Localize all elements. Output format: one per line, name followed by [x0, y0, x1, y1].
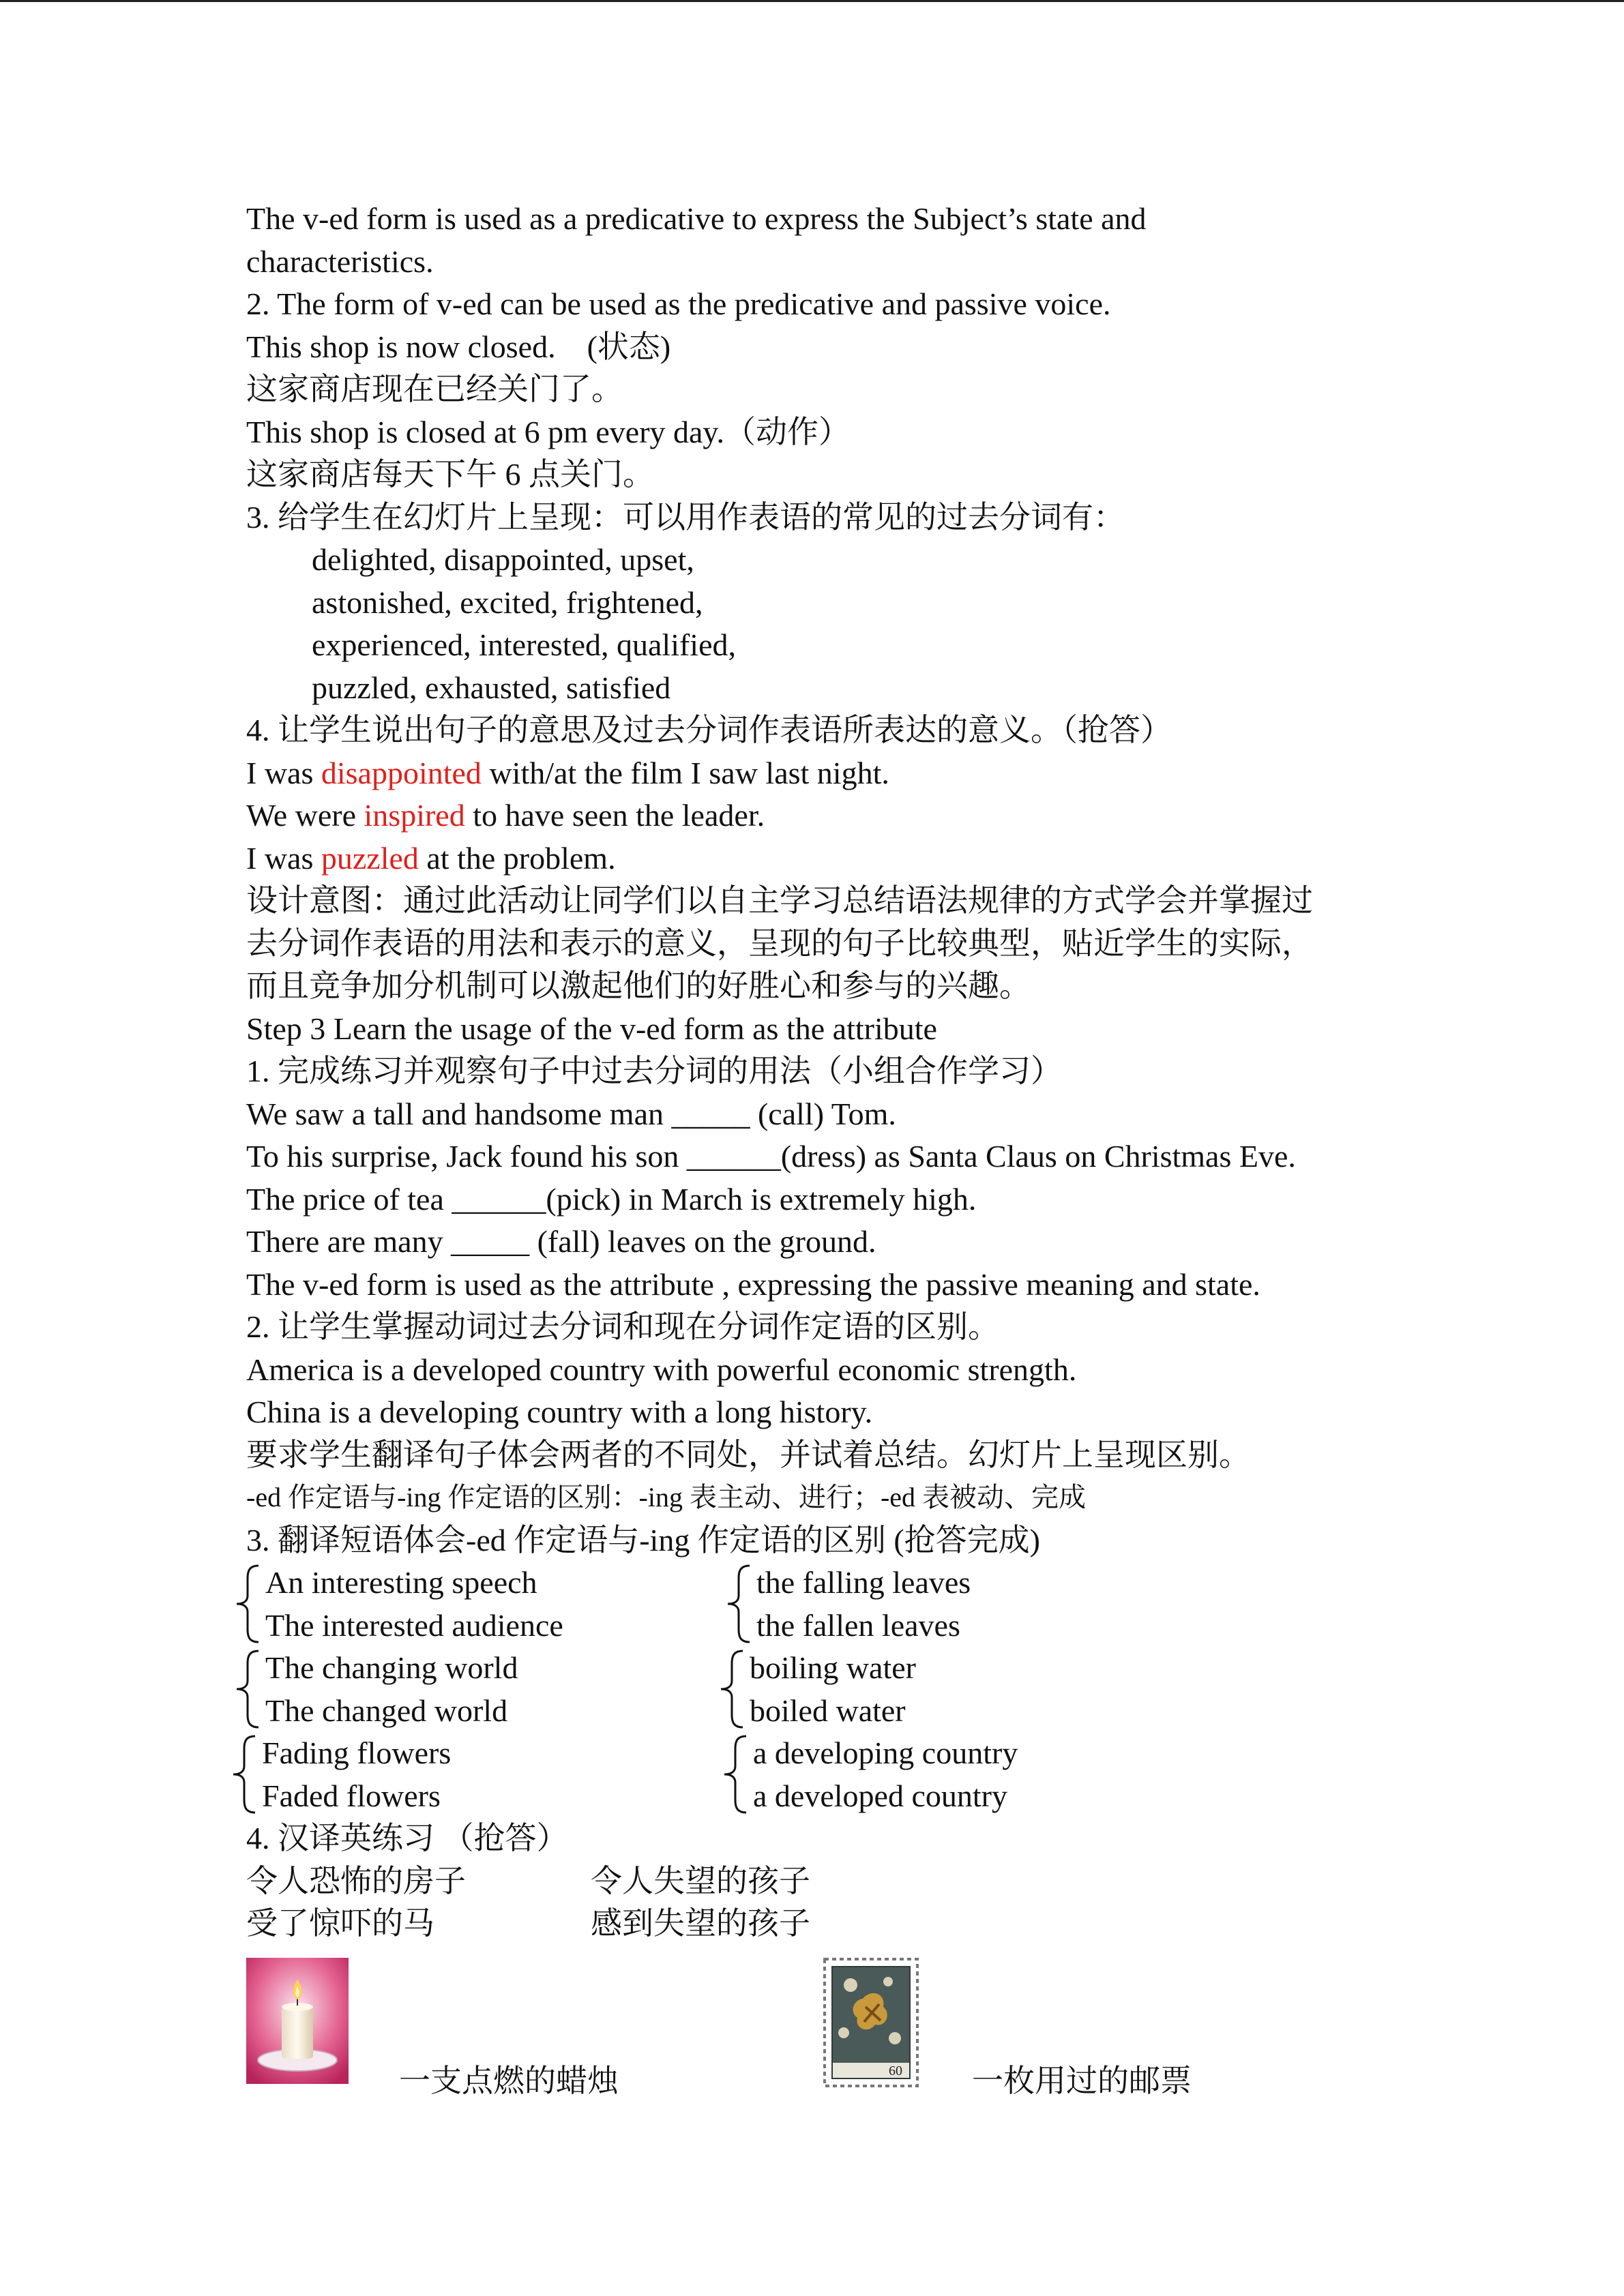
- phrase-pair: [717, 1647, 1194, 1732]
- text-line: 2. The form of v-ed can be used as the predicative and passive voice.: [246, 286, 1111, 321]
- design-intent-line: 设计意图：通过此活动让同学们以自主学习总结语法规律的方式学会并掌握过: [246, 883, 1313, 918]
- text-line: 2. 让学生掌握动词过去分词和现在分词作定语的区别。: [246, 1309, 999, 1344]
- phrase-pairs: [246, 1562, 1406, 1817]
- phrase-ing: The changing world: [265, 1650, 518, 1685]
- phrase-pair: [233, 1647, 710, 1732]
- phrase-ed: The interested audience: [265, 1607, 563, 1643]
- example-text: with/at the film I saw last night.: [481, 755, 889, 790]
- phrase-pair: [720, 1732, 1198, 1817]
- phrase-ed: The changed world: [265, 1693, 508, 1728]
- ed-ing-note: -ed 作定语与-ing 作定语的区别：-ing 表主动、进行；-ed 表被动、完成: [246, 1482, 1087, 1512]
- brace-icon: [233, 1648, 265, 1730]
- phrase-ed: the fallen leaves: [756, 1607, 960, 1643]
- text-line: 1. 完成练习并观察句子中过去分词的用法（小组合作学习）: [246, 1054, 1062, 1088]
- translate-row: [246, 1903, 1406, 1945]
- example-sentence: [246, 837, 1406, 880]
- text-line: 要求学生翻译句子体会两者的不同处，并试着总结。幻灯片上呈现区别。: [246, 1437, 1250, 1472]
- candle-picture: [246, 1958, 349, 2084]
- text-line: America is a developed country with powerful economic strength.: [246, 1352, 1077, 1387]
- text-line: characteristics.: [246, 243, 434, 279]
- stamp-caption: 一枚用过的邮票: [972, 2063, 1192, 2098]
- text-line: 这家商店每天下午 6 点关门。: [246, 457, 654, 492]
- highlighted-participle: inspired: [364, 798, 465, 833]
- translate-item: 感到失望的孩子: [591, 1906, 810, 1941]
- phrase-ing: boiling water: [750, 1650, 916, 1685]
- phrase-pair: [724, 1562, 1201, 1647]
- translate-row: [246, 1860, 1406, 1903]
- example-text: I was: [246, 755, 321, 790]
- phrase-ed: boiled water: [750, 1693, 906, 1728]
- text-line: The v-ed form is used as a predicative to express the Subject’s state and: [246, 201, 1147, 236]
- text-line: This shop is now closed. (状态): [246, 329, 671, 364]
- phrase-ed: Faded flowers: [262, 1778, 441, 1813]
- document-body: [246, 198, 1406, 2108]
- phrase-ing: the falling leaves: [756, 1565, 971, 1600]
- translate-item: 令人恐怖的房子: [246, 1863, 466, 1898]
- phrase-ing: An interesting speech: [265, 1565, 537, 1600]
- step3-3-heading: 3. 翻译短语体会-ed 作定语与-ing 作定语的区别 (抢答完成): [246, 1522, 1040, 1557]
- step4-heading: 4. 让学生说出句子的意思及过去分词作表语所表达的意义。（抢答）: [246, 713, 1172, 747]
- translate-item: 受了惊吓的马: [246, 1906, 434, 1941]
- translate-item: 令人失望的孩子: [591, 1863, 810, 1898]
- exercise-sentence: There are many _____ (fall) leaves on the ground.: [246, 1224, 876, 1259]
- phrase-pair: [233, 1562, 710, 1647]
- text-line: The v-ed form is used as the attribute , expressing the passive meaning and state.: [246, 1266, 1260, 1302]
- participle-list-line: experienced, interested, qualified,: [312, 627, 736, 662]
- participle-list-line: delighted, disappointed, upset,: [312, 542, 694, 577]
- participle-list-line: astonished, excited, frightened,: [312, 584, 703, 620]
- highlighted-participle: puzzled: [321, 840, 419, 876]
- brace-icon: [720, 1733, 753, 1815]
- phrase-ed: a developed country: [753, 1778, 1007, 1813]
- brace-icon: [717, 1648, 750, 1730]
- text-line: China is a developing country with a long history.: [246, 1395, 873, 1429]
- brace-icon: [229, 1733, 262, 1815]
- highlighted-participle: disappointed: [321, 755, 482, 790]
- participle-list-line: puzzled, exhausted, satisfied: [312, 670, 671, 705]
- example-sentence: [246, 752, 1406, 795]
- stamp-picture: [823, 1958, 919, 2087]
- text-line: This shop is closed at 6 pm every day.（动作）: [246, 414, 850, 449]
- example-text: to have seen the leader.: [464, 798, 765, 833]
- step4b-heading: 4. 汉译英练习 （抢答）: [246, 1821, 568, 1855]
- example-text: I was: [246, 840, 321, 876]
- stamp-value: 60: [889, 2063, 902, 2078]
- design-intent-line: 而且竞争加分机制可以激起他们的好胜心和参与的兴趣。: [246, 968, 1031, 1003]
- example-text: at the problem.: [418, 840, 616, 876]
- candle-caption: 一支点燃的蜡烛: [399, 2063, 619, 2098]
- step3-heading: Step 3 Learn the usage of the v-ed form as the attribute: [246, 1011, 937, 1046]
- design-intent-line: 去分词作表语的用法和表示的意义，呈现的句子比较典型，贴近学生的实际，: [246, 925, 1313, 961]
- exercise-sentence: The price of tea ______(pick) in March is extremely high.: [246, 1181, 977, 1217]
- text-line: 3. 给学生在幻灯片上呈现：可以用作表语的常见的过去分词有：: [246, 499, 1125, 535]
- example-text: We were: [246, 798, 364, 833]
- brace-icon: [233, 1563, 265, 1645]
- exercise-sentence: We saw a tall and handsome man _____ (call) Tom.: [246, 1096, 896, 1131]
- exercise-sentence: To his surprise, Jack found his son ______(dress) as Santa Claus on Christmas Eve.: [246, 1139, 1296, 1174]
- phrase-pair: [229, 1732, 707, 1817]
- phrase-ing: Fading flowers: [262, 1735, 452, 1770]
- example-sentence: [246, 794, 1406, 837]
- text-line: 这家商店现在已经关门了。: [246, 372, 623, 406]
- brace-icon: [724, 1563, 756, 1645]
- picture-row: [246, 1958, 1406, 2108]
- phrase-ing: a developing country: [753, 1735, 1018, 1770]
- page-top-border: [0, 0, 1624, 2]
